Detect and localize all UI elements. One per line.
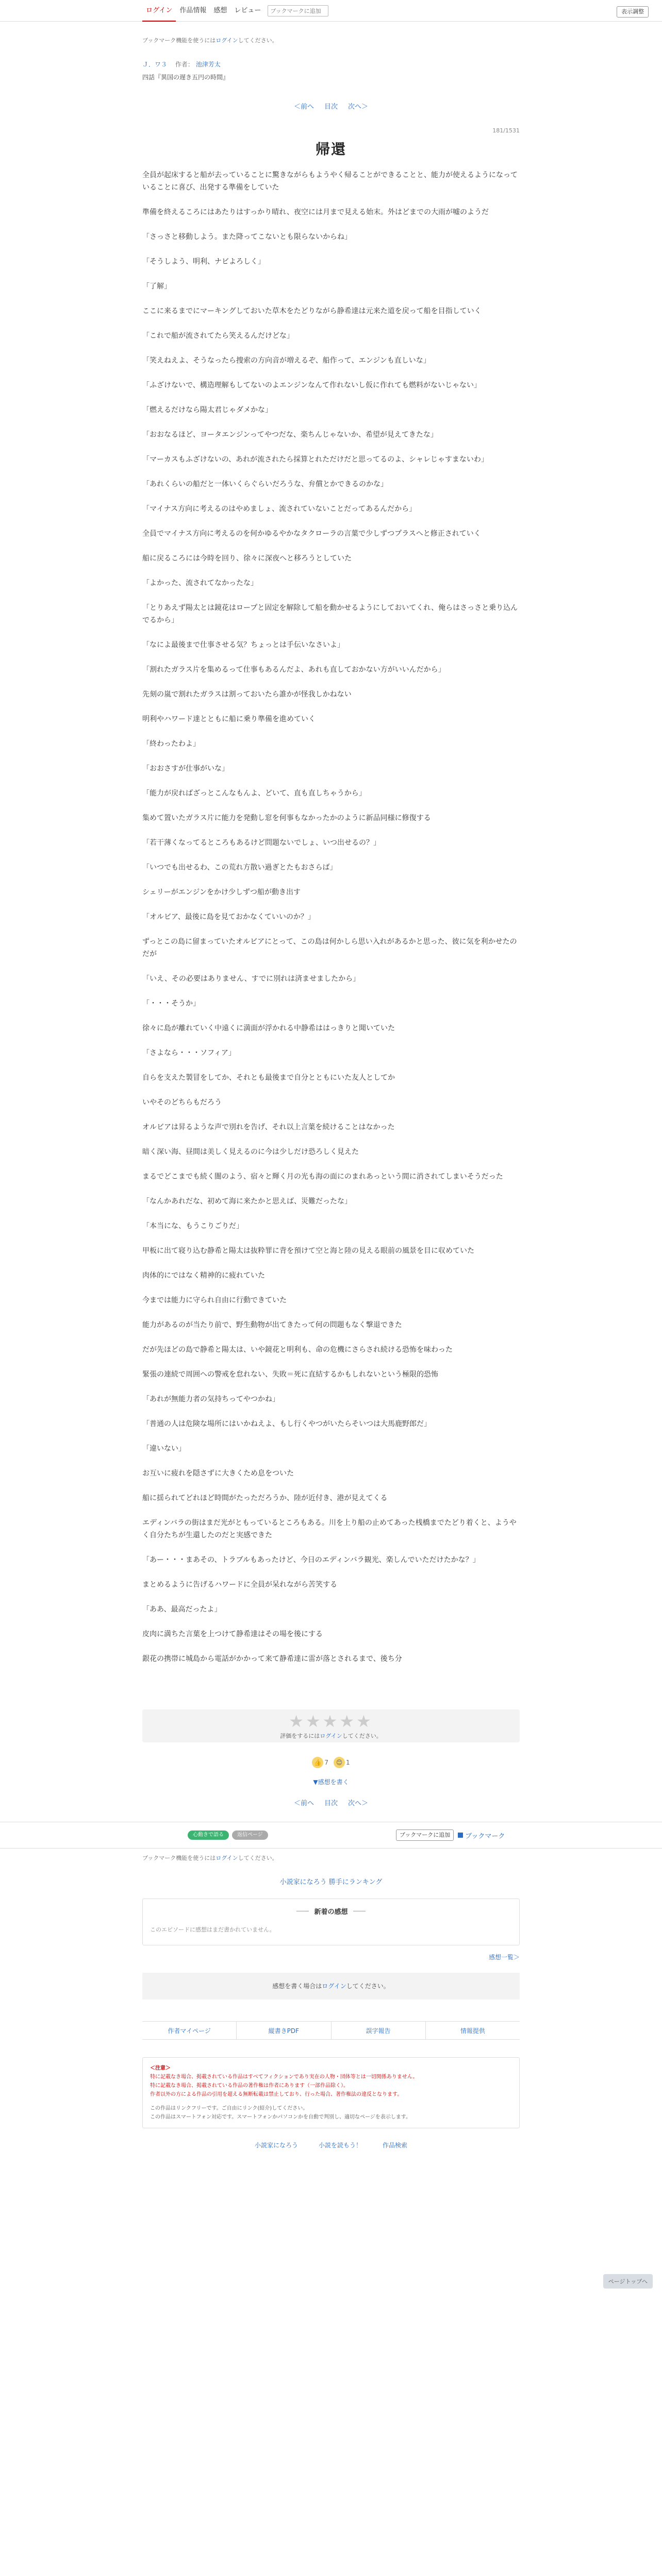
body-paragraph: まるでどこまでも続く闇のよう、宿々と輝く月の光も海の面にのまれあっという間に消されてしまいそうだった [142,1173,503,1181]
lower-content [142,1854,520,2149]
impression-login-prompt [142,1973,520,1999]
notice-plain-line: この作品はスマートフォン対応です。スマートフォンかパソコンかを自動で判別し、適切なページを表示します。 [150,2114,411,2120]
reaction-thumbs-up[interactable] [312,1757,328,1768]
write-impression-link[interactable]: ▼感想を書く [313,1778,349,1786]
body-paragraph [142,1183,520,1195]
notice-line: 特に記載なき場合、掲載されている作品の著作権は作者にあります（一部作品除く）。 [150,2083,349,2089]
body-paragraph: 「オルビア、最後に島を見ておかなくていいのか？」 [142,913,315,921]
body-paragraph [142,540,520,552]
body-paragraph [142,243,520,256]
body-paragraph [142,1430,520,1443]
body-paragraph: 「能力が戻ればざっとこんなもんよ、どいて、直も直しちゃうから」 [142,789,366,798]
body-paragraph: 「終わったわよ」 [142,740,200,748]
body-paragraph [142,1109,520,1121]
body-paragraph [142,1405,520,1418]
typo-report-link[interactable]: 誤字報告 [332,2022,426,2039]
rating-note-text-after: してください。 [342,1733,382,1739]
body-paragraph [142,1566,520,1579]
bookmark-login-note-bottom [142,1854,520,1862]
body-paragraph [142,874,520,886]
body-paragraph: 集めて置いたガラス片に能力を発動し窓を何事もなかったかのように新品同様に修復する [142,814,431,822]
body-paragraph: ずっとこの島に留まっていたオルビアにとって、この島は何かしら思い入れがあるかと思った、彼に気を利かせたのだが [142,938,517,958]
body-paragraph: 「あー・・・まあその、トラブルもあったけど、今日のエディンバラ観光、楽しんでいただけたかな？」 [142,1556,480,1564]
body-paragraph: 明利やハワード達とともに船に乗り準備を進めていく [142,715,316,723]
body-paragraph: 「違いない」 [142,1445,186,1453]
body-paragraph: 準備を終えるころにはあたりはすっかり晴れ、夜空には月まで見える始末。外はどまでの大雨が嘘のようだ [142,208,489,216]
body-paragraph [142,218,520,231]
nav-novel-info[interactable]: 作品情報 [179,7,207,14]
body-paragraph [142,1480,520,1492]
body-paragraph: 「あれが無能力者の気持ちってやつかね」 [142,1395,279,1403]
body-paragraph: 「さっさと移動しよう。また降ってこないとも限らないからね」 [142,233,352,241]
body-paragraph [142,317,520,330]
body-paragraph: 全員が起床すると船が去っていることに驚きながらもようやく帰ることができることと、能力が使えるようになっていることに喜び、出発する準備をしていた [142,171,518,192]
body-paragraph: 「おおさすが仕事がいな」 [142,765,229,773]
green-pill-button[interactable]: 心動きで語る [188,1831,229,1840]
body-paragraph [142,1035,520,1047]
bookmark-login-link[interactable]: ログイン [216,37,238,44]
body-paragraph: だが先ほどの島で静希と陽太は、いや鏡花と明利も、命の危機にさらされ続ける恐怖を味わった [142,1346,453,1354]
notice-plain-line: この作品はリンクフリーです。ご自由にリンク(紹介)してください。 [150,2106,308,2111]
bookmark-icon [458,1833,463,1838]
body-paragraph [142,626,520,639]
body-paragraph: 「マーカスもふざけないの、あれが流されたら採算とれただけだと思ってるのよ、シャレじゃすまないわ」 [142,455,488,464]
bookmark-note-text: ブックマーク機能を使うには [142,1855,216,1861]
body-paragraph [142,392,520,404]
thumbs-up-icon: 👍 [312,1757,323,1768]
nav-login[interactable]: ログイン [142,0,176,22]
bottom-toolbar [0,1822,662,1849]
toc-link[interactable]: 目次 [324,1800,338,1807]
body-paragraph [142,1010,520,1022]
body-paragraph [142,725,520,738]
body-paragraph [142,775,520,787]
author-mypage-link[interactable]: 作者マイページ [142,2022,237,2039]
body-paragraph: 「若干薄くなってるところもあるけど問題ないでしょ、いつ出せるの？」 [142,839,380,847]
body-paragraph: 船に揺られてどれほど時間がたっただろうか、陸が近付き、港が見えてくる [142,1494,388,1502]
body-paragraph [142,565,520,577]
site-header [0,0,662,22]
body-paragraph [142,589,520,602]
info-provide-link[interactable]: 情報提供 [460,2027,485,2035]
ranking-link[interactable]: 小説家になろう 勝手にランキング [279,1878,383,1886]
body-paragraph [142,1455,520,1467]
bookmark-login-note [142,36,520,44]
body-paragraph [142,1616,520,1628]
body-paragraph: 「そうしよう、明利、ナビよろしく」 [142,258,265,266]
body-paragraph: 「・・・そうか」 [142,999,200,1008]
footer-narou-link[interactable]: 小説家になろう [254,2142,298,2149]
body-paragraph: 緊張の連続で周囲への警戒を怠れない、失敗＝死に直結するかもしれないという極限的恐怖 [142,1370,438,1379]
impressions-empty: このエピソードに感想はまだ書かれていません。 [150,1926,275,1933]
body-paragraph: 「了解」 [142,282,171,291]
nav-reviews[interactable]: レビュー [234,7,261,14]
body-paragraph [142,194,520,206]
body-paragraph [142,416,520,429]
body-paragraph [142,651,520,664]
pager-bottom [142,1798,520,1807]
rating-note [280,1732,382,1740]
body-paragraph [142,342,520,354]
reaction-smile[interactable] [334,1757,350,1768]
bookmark-add-bottom[interactable]: ブックマークに追加 [396,1829,454,1841]
main-content [142,36,520,1807]
main-nav [142,0,328,22]
bookmark-login-link[interactable]: ログイン [216,1855,238,1861]
body-paragraph: 「笑えねえよ、そうなったら捜索の方向音が増えるぞ、船作って、エンジンも直しいな」 [142,357,431,365]
body-paragraph [142,1232,520,1245]
footer-yomou-link[interactable]: 小説を読もう！ [318,2142,362,2149]
toc-link[interactable]: 目次 [324,103,338,111]
body-paragraph [142,515,520,528]
body-paragraph: シェリーがエンジンをかけ少しずつ船が動き出す [142,888,301,896]
body-paragraph: 先刻の嵐で割れたガラスは割っておいたら誰かが怪我しかねない [142,690,352,699]
body-paragraph [142,1356,520,1368]
page-top-button[interactable]: ページトップへ [603,2274,653,2289]
reaction-count: 1 [346,1759,350,1766]
series-title-link[interactable]: Ｊ．ワ３ [142,61,168,68]
body-paragraph [142,441,520,453]
body-paragraph: 銀花の携帯に城島から電話がかかって来て静希達に雷が落とされるまで、後ち分 [142,1655,402,1663]
body-paragraph [142,1640,520,1653]
body-paragraph: 「いつでも出せるわ、この荒れ方散い過ぎとたもおさらば」 [142,863,337,872]
body-paragraph: 「なによ最後まで仕事させる気？ちょっとは手伝いなさいよ」 [142,641,344,649]
impressions-list [142,1953,520,1961]
bookmark-label: ブックマーク [465,1832,505,1840]
body-paragraph [142,701,520,713]
body-paragraph: 「本当にな、もうこりごりだ」 [142,1222,243,1230]
footer-links [142,2141,520,2149]
episode-title: 帰還 [315,141,346,158]
bottom-pills [188,1831,268,1840]
body-paragraph: 「割れたガラス片を集めるって仕事もあるんだよ、あれも直しておかない方がいいんだから」 [142,666,445,674]
body-paragraph [142,1084,520,1096]
body-paragraph [142,1504,520,1517]
body-paragraph [142,985,520,997]
body-paragraph: いやそのどちらもだろう [142,1098,222,1107]
display-settings-button[interactable]: 表示調整 [617,6,649,18]
body-paragraph [142,824,520,837]
pager-top [142,101,520,111]
body-paragraph [142,750,520,762]
body-paragraph [142,466,520,478]
body-paragraph [142,923,520,936]
reactions [142,1757,520,1768]
impressions-box [142,1899,520,1945]
body-paragraph: 「燃えるだけなら陽太君じゃダメかな」 [142,406,272,414]
body-paragraph [142,367,520,379]
rating-login-link[interactable]: ログイン [320,1733,342,1739]
impression-login-link[interactable]: ログイン [322,1982,346,1990]
body-paragraph: 皮肉に満ちた言葉を上つけて静希達はその場を後にする [142,1630,323,1638]
body-paragraph: 「ふざけないで、構造理解もしてないのよエンジンなんて作れないし仮に作れても燃料がないじゃない」 [142,381,482,389]
body-paragraph: 「普通の人は危険な場所にはいかねえよ、もし行くやつがいたらそいつは大馬鹿野郎だ」 [142,1420,431,1428]
next-link[interactable]: 次へ＞ [348,1800,369,1807]
body-paragraph: 自らを支えた製冒をしてか、それとも最後まで自分とともにいた友人としてか [142,1074,395,1082]
rating-note-text: 評価をするには [280,1733,320,1739]
author-label: 作者： [175,61,194,68]
notice-box [142,2057,520,2128]
body-paragraph: まとめるように告げるハワードに全員が呆れながら苦笑する [142,1581,337,1589]
impressions-heading-text: 新着の感想 [314,1908,348,1916]
chapter-title: 四話『異国の遅き五円の時間』 [142,74,229,81]
body-paragraph [142,1591,520,1603]
body-paragraph: 「あれくらいの船だと一体いくらぐらいだろうな、弁償とかできるのかな」 [142,480,388,488]
body-paragraph [142,1257,520,1269]
body-paragraph: 全員でマイナス方向に考えるのを何かゆるやかなタクローラの言葉で少しずつプラスへと修正されていく [142,530,481,538]
footer-search-link[interactable]: 作品検索 [383,2142,408,2149]
body-paragraph [142,849,520,861]
body-paragraph: 「これで船が流されてたら笑えるんだけどな」 [142,332,294,340]
author-link[interactable]: 池津芳太 [195,61,221,68]
bookmark-add-input[interactable] [268,5,328,16]
body-paragraph: エディンバラの街はまだ光がともっているところもある。川を上り船の止めてあった桟橋までたどり着くと、ようやく自分たちが生還したのだと実感できた [142,1519,517,1539]
page-number: 181/1531 [492,127,520,134]
notice-line: 特に記載なき場合、掲載されている作品はすべてフィクションであり実在の人物・団体等とは一切関係ありません。 [150,2074,418,2080]
ranking [142,1876,520,1886]
vertical-pdf-link[interactable]: 縦書きPDF [237,2022,331,2039]
body-paragraph [142,268,520,280]
prev-link[interactable]: ＜前へ [293,103,314,111]
novel-body [142,169,520,1665]
body-paragraph: ここに来るまでにマーキングしておいた草木をたどりながら静希達は元来た道を戻って船を目指していく [142,307,482,315]
nav-impressions[interactable]: 感想 [213,7,227,14]
body-paragraph: 「おおなるほど、ヨータエンジンってやつだな、楽ちんじゃないか、希望が見えてきたな」 [142,431,438,439]
body-paragraph [142,1282,520,1294]
bookmark-note-text-after: してください。 [238,37,278,44]
bottom-actions [396,1829,505,1841]
body-paragraph [142,1208,520,1220]
smile-icon: 😊 [334,1757,345,1768]
body-paragraph: 肉体的にではなく精神的に疲れていた [142,1272,265,1280]
impressions-heading [150,1906,512,1916]
notice-heading: ＜注意＞ [150,2065,171,2071]
body-paragraph [142,899,520,911]
body-paragraph: オルビアは昇るような声で別れを告げ、それ以上言葉を続けることはなかった [142,1123,395,1131]
notice-line: 作者以外の方による作品の引用を超える無断転載は禁止しており、行った場合、著作権法の違反となります。 [150,2092,403,2097]
body-paragraph: 「さよなら・・・ソフィア」 [142,1049,236,1057]
body-paragraph [142,293,520,305]
series-info [142,60,520,69]
body-paragraph [142,800,520,812]
body-paragraph: 暗く深い海、昼間は美しく見えるのに今は少しだけ恐ろしく見えた [142,1148,359,1156]
body-paragraph: 「とりあえず陽太とは鏡花はロープと固定を解除して船を動かせるようにしておいてくれ、俺らはさっさと乗り込んでるから」 [142,604,518,624]
impressions-list-link[interactable]: 感想一覧＞ [488,1954,520,1961]
body-paragraph [142,1158,520,1171]
bookmark-button[interactable] [458,1831,505,1840]
login-prompt-text-after: してください。 [346,1982,390,1990]
body-paragraph: 船に戻るころには今時を回り、徐々に深夜へと移ろうとしていた [142,554,352,563]
body-paragraph [142,1381,520,1393]
gray-pill-button[interactable]: 返信ページ [232,1831,268,1840]
next-link[interactable]: 次へ＞ [348,103,369,111]
body-paragraph: 能力があるのが当たり前で、野生動物が出てきたって何の問題もなく撃退できた [142,1321,402,1329]
body-paragraph: 今までは能力に守られ自由に行動できていた [142,1296,287,1304]
body-paragraph [142,1059,520,1072]
body-paragraph: 徐々に島が離れていく中遠くに満面が浮かれる中静希ははっきりと聞いていた [142,1024,395,1032]
reaction-count: 7 [324,1759,328,1766]
body-paragraph [142,1133,520,1146]
body-paragraph: 「ああ、最高だったよ」 [142,1605,222,1614]
login-prompt-text: 感想を書く場合は [272,1982,322,1990]
rating-box [142,1709,520,1742]
body-paragraph: 甲板に出て寝り込む静希と陽太は抜粋罪に背を預けて空と海と陸の見える眼前の風景を目に収めていた [142,1247,474,1255]
rating-stars[interactable]: ★★★★★ [289,1711,373,1731]
bookmark-add [268,5,328,16]
body-paragraph [142,490,520,503]
body-paragraph [142,1541,520,1554]
body-paragraph [142,676,520,688]
body-paragraph [142,960,520,973]
body-paragraph: 「いえ、その必要はありません、すでに別れは済ませましたから」 [142,975,360,983]
prev-link[interactable]: ＜前へ [293,1800,314,1807]
author-links-row [142,2021,520,2040]
body-paragraph: お互いに疲れを隠さずに大きくため息をついた [142,1469,294,1478]
body-paragraph: 「なんかあれだな、初めて海に来たかと思えば、災難だったな」 [142,1197,352,1206]
body-paragraph [142,1307,520,1319]
write-impression [142,1777,520,1786]
body-paragraph: 「よかった、流されてなかったな」 [142,579,258,587]
body-paragraph [142,1331,520,1344]
bookmark-note-text: ブックマーク機能を使うには [142,37,216,44]
bookmark-note-text-after: してください。 [238,1855,278,1861]
body-paragraph: 「マイナス方向に考えるのはやめましょ、流されていないことだってあるんだから」 [142,505,417,513]
